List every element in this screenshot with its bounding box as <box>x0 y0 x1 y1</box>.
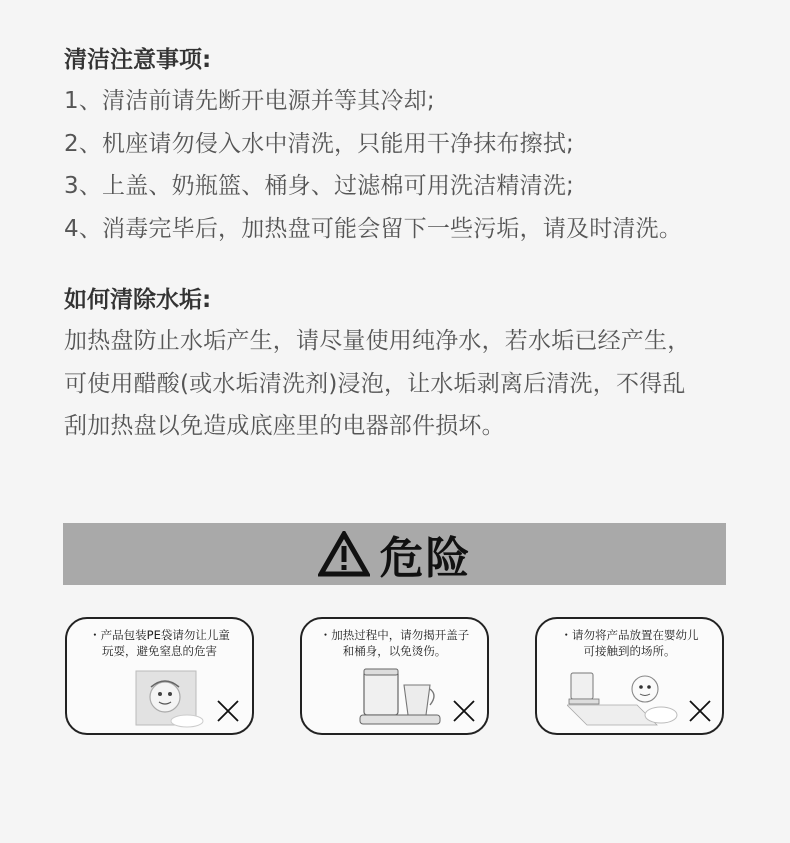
cleaning-title: 清洁注意事项: <box>64 47 212 73</box>
cleaning-line-2: 2、机座请勿侵入水中清洗，只能用干净抹布擦拭; <box>64 130 574 157</box>
warning-triangle-icon <box>318 531 370 577</box>
descale-line-3: 刮加热盘以免造成底座里的电器部件损坏。 <box>64 413 505 439</box>
card-line-2: 可接触到的场所。 <box>583 644 676 658</box>
danger-banner <box>63 523 726 585</box>
card-text <box>312 627 477 659</box>
card-line-1: ・加热过程中，请勿揭开盖子 <box>319 628 470 642</box>
cleaning-line-1: 1、清洁前请先断开电源并等其冷却; <box>64 88 435 114</box>
descale-line-2: 可使用醋酸(或水垢清洗剂)浸泡，让水垢剥离后清洗，不得乱 <box>64 370 686 397</box>
child-with-bag-illustration-icon <box>135 669 209 731</box>
descale-line-1: 加热盘防止水垢产生，请尽量使用纯净水，若水垢已经产生， <box>64 328 691 354</box>
danger-title: 危险 <box>379 533 472 584</box>
card-text <box>547 627 712 659</box>
descale-title: 如何清除水垢: <box>64 287 212 313</box>
prohibited-cross-icon <box>216 699 240 723</box>
card-line-1: ・请勿将产品放置在婴幼儿 <box>560 628 699 642</box>
warning-card-lid <box>300 617 489 735</box>
card-line-2: 玩耍，避免窒息的危害 <box>102 644 217 658</box>
cleaning-line-3: 3、上盖、奶瓶篮、桶身、过滤棉可用洗洁精清洗; <box>64 173 574 199</box>
card-text <box>77 627 242 659</box>
cleaning-line-4: 4、消毒完毕后，加热盘可能会留下一些污垢，请及时清洗。 <box>64 215 683 242</box>
prohibited-cross-icon <box>452 699 476 723</box>
prohibited-cross-icon <box>688 699 712 723</box>
card-line-2: 和桶身，以免烫伤。 <box>342 644 447 658</box>
card-line-1: ・产品包装PE袋请勿让儿童 <box>89 628 230 642</box>
warning-card-infants <box>535 617 724 735</box>
descale-section <box>64 280 744 448</box>
sterilizer-product-illustration-icon <box>358 665 444 727</box>
infant-near-product-illustration-icon <box>567 665 681 729</box>
cleaning-section <box>64 40 744 250</box>
warning-card-pe-bag <box>65 617 254 735</box>
